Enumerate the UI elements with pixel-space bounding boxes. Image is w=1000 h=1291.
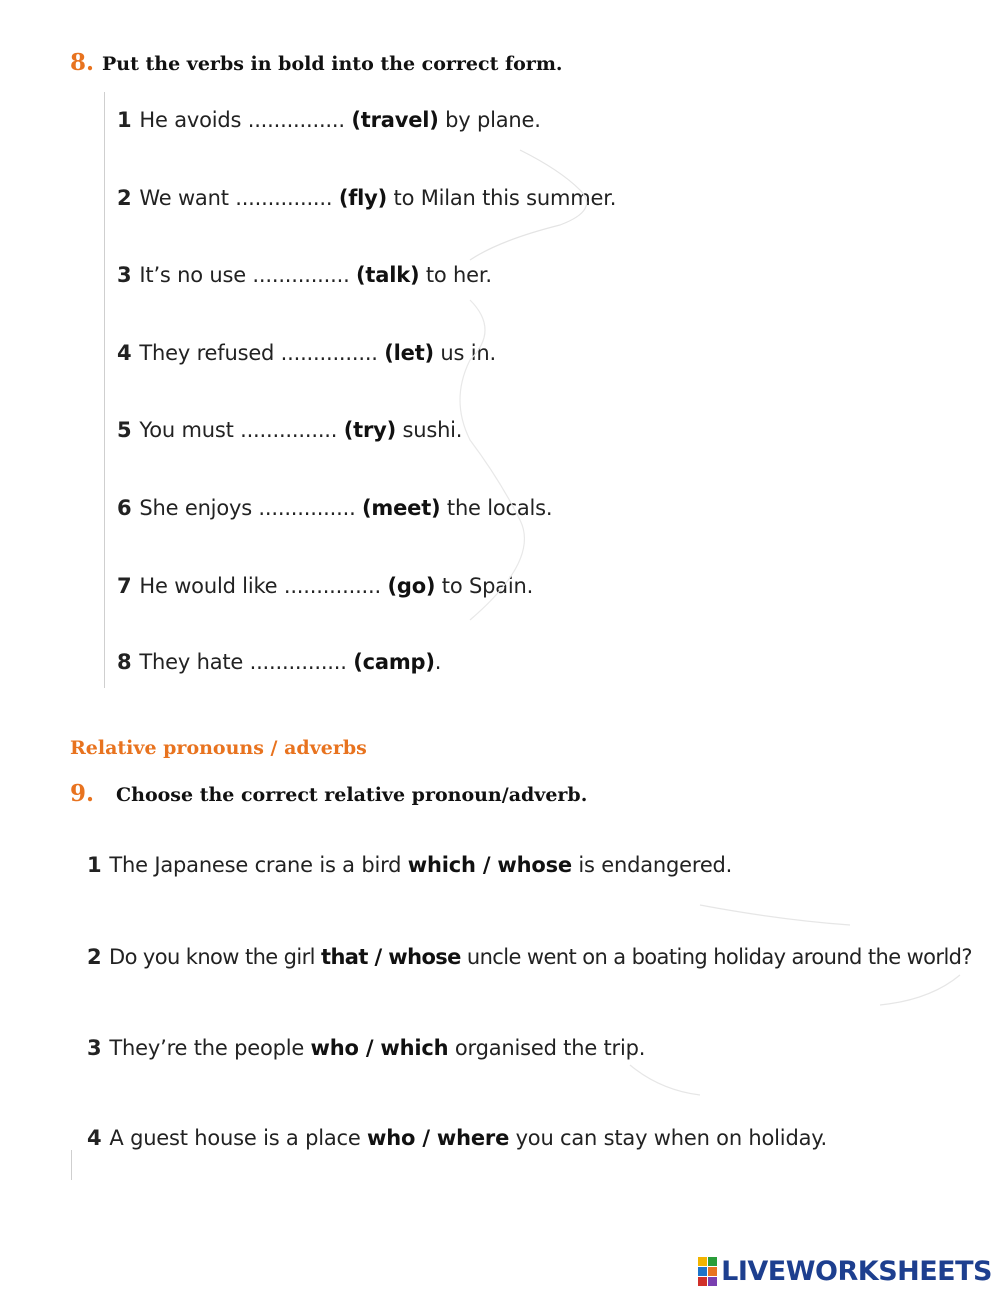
exercise-8-item: 8 They hate ............... (camp).	[117, 650, 442, 674]
exercise-8-number: 8.	[70, 49, 95, 76]
exercise-8-item: 5 You must ............... (try) sushi.	[117, 418, 463, 442]
choice-options: who / which	[310, 1036, 449, 1060]
exercise-8-item: 7 He would like ............... (go) to Spain.	[117, 574, 534, 598]
verb-prompt: (let)	[384, 341, 434, 365]
verb-prompt: (go)	[387, 574, 436, 598]
section-title: Relative pronouns / adverbs	[70, 737, 367, 759]
verb-prompt: (fly)	[338, 186, 388, 210]
exercise-8-item: 3 It’s no use ............... (talk) to her.	[117, 263, 492, 287]
exercise-8-instruction: Put the verbs in bold into the correct form.	[102, 53, 563, 75]
exercise-8-item: 6 She enjoys ............... (meet) the locals.	[117, 496, 553, 520]
liveworksheets-logo[interactable]	[698, 1256, 992, 1287]
exercise-9-item: 4 A guest house is a place who / where you can stay when on holiday.	[87, 1126, 827, 1150]
exercise-8-item: 2 We want ............... (fly) to Milan this summer.	[117, 186, 617, 210]
choice-options: who / where	[367, 1126, 510, 1150]
verb-prompt: (travel)	[351, 108, 439, 132]
verb-prompt: (try)	[343, 418, 396, 442]
exercise-9-item: 1 The Japanese crane is a bird which / whose is endangered.	[87, 853, 733, 877]
verb-prompt: (camp)	[353, 650, 435, 674]
exercise-9-instruction: Choose the correct relative pronoun/adverb.	[116, 784, 588, 806]
liveworksheets-icon	[698, 1257, 717, 1286]
choice-options: that / whose	[321, 945, 461, 969]
exercise-9-number: 9.	[70, 780, 95, 807]
exercise-8-item: 1 He avoids ............... (travel) by plane.	[117, 108, 541, 132]
logo-text: LIVEWORKSHEETS	[721, 1256, 992, 1287]
choice-options: which / whose	[407, 853, 572, 877]
verb-prompt: (talk)	[356, 263, 420, 287]
exercise-9-item: 3 They’re the people who / which organised the trip.	[87, 1036, 646, 1060]
exercise-9-item: 2 Do you know the girl that / whose uncle went on a boating holiday around the world?	[87, 945, 972, 969]
exercise-8-item: 4 They refused ............... (let) us in.	[117, 341, 496, 365]
verb-prompt: (meet)	[362, 496, 441, 520]
